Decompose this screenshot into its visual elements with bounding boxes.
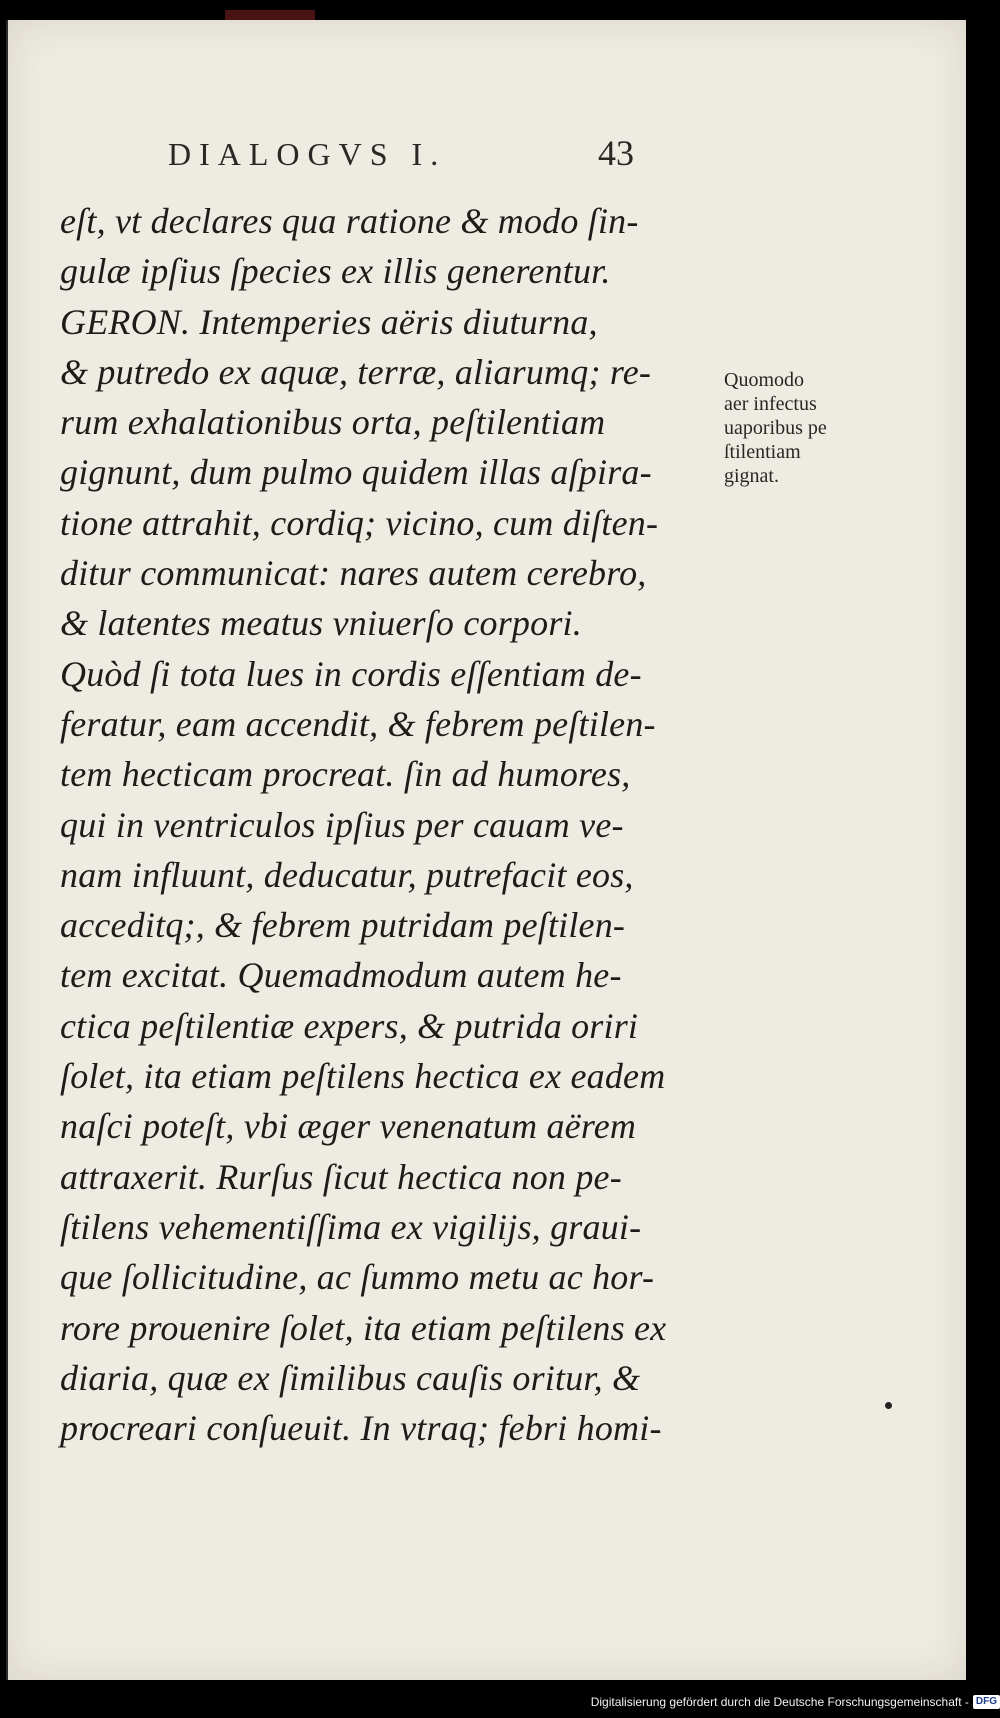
marginal-note-line: uaporibus pe [724,417,827,439]
dfg-logo-icon: DFG [973,1695,1000,1709]
text-line: tem excitat. Quemadmodum autem he- [60,955,622,996]
text-line: & putredo ex aquæ, terræ, aliarumq; re- [60,351,652,392]
text-line: acceditq;, & febrem putridam peſtilen- [60,905,626,946]
marginal-note-line: gignat. [724,465,779,487]
text-line: eſt, vt declares qua ratione & modo ſin- [60,201,639,241]
book-page [6,20,966,1680]
text-line: ſtilens vehementiſſima ex vigilijs, graui- [60,1206,642,1247]
text-line: tem hecticam procreat. ſin ad humores, [60,754,631,795]
text-line: diaria, quæ ex ſimilibus cauſis oritur, & [60,1357,641,1398]
text-line: naſci poteſt, vbi æger venenatum aërem [60,1106,637,1147]
text-line: ditur communicat: nares autem cerebro, [60,553,647,594]
text-line: ctica peſtilentiæ expers, & putrida oriri [60,1005,639,1046]
text-line: feratur, eam accendit, & febrem peſtilen- [60,703,656,744]
text-line: qui in ventriculos ipſius per cauam ve- [60,804,624,845]
text-line: ſolet, ita etiam peſtilens hectica ex eadem [60,1056,666,1097]
text-line: que ſollicitudine, ac ſummo metu ac hor- [60,1257,655,1298]
page-header [168,133,668,176]
page-top-mark [225,10,315,20]
text-line: procreari conſueuit. In vtraq; febri homi- [60,1408,662,1449]
page-number: 43 [598,133,634,173]
text-line: gignunt, dum pulmo quidem illas aſpira- [60,452,652,493]
marginal-note [724,368,904,488]
text-line: & latentes meatus vniuerſo corpori. [60,603,582,644]
ink-speck [885,1402,892,1409]
text-line: GERON. Intemperies aëris diuturna, [60,301,598,342]
marginal-note-line: aer infectus [724,393,817,415]
text-line: gulæ ipſius ſpecies ex illis generentur. [60,251,611,292]
text-line: attraxerit. Rurſus ſicut hectica non pe- [60,1156,622,1197]
marginal-note-line: ſtilentiam [724,441,801,463]
text-line: rum exhalationibus orta, peſtilentiam [60,402,606,443]
funding-credit: Digitalisierung gefördert durch die Deutsche Forschungsgemeinschaft - [590,1695,969,1709]
text-line: rore prouenire ſolet, ita etiam peſtilens ex [60,1307,667,1348]
main-text-block [60,196,700,1453]
running-title: DIALOGVS I. [168,136,447,172]
digitization-footer [585,1692,1000,1712]
marginal-note-line: Quomodo [724,369,804,391]
text-line: Quòd ſi tota lues in cordis eſſentiam de- [60,653,642,694]
text-line: nam influunt, deducatur, putrefacit eos, [60,854,634,895]
text-line: tione attrahit, cordiq; vicino, cum diſten- [60,502,659,543]
